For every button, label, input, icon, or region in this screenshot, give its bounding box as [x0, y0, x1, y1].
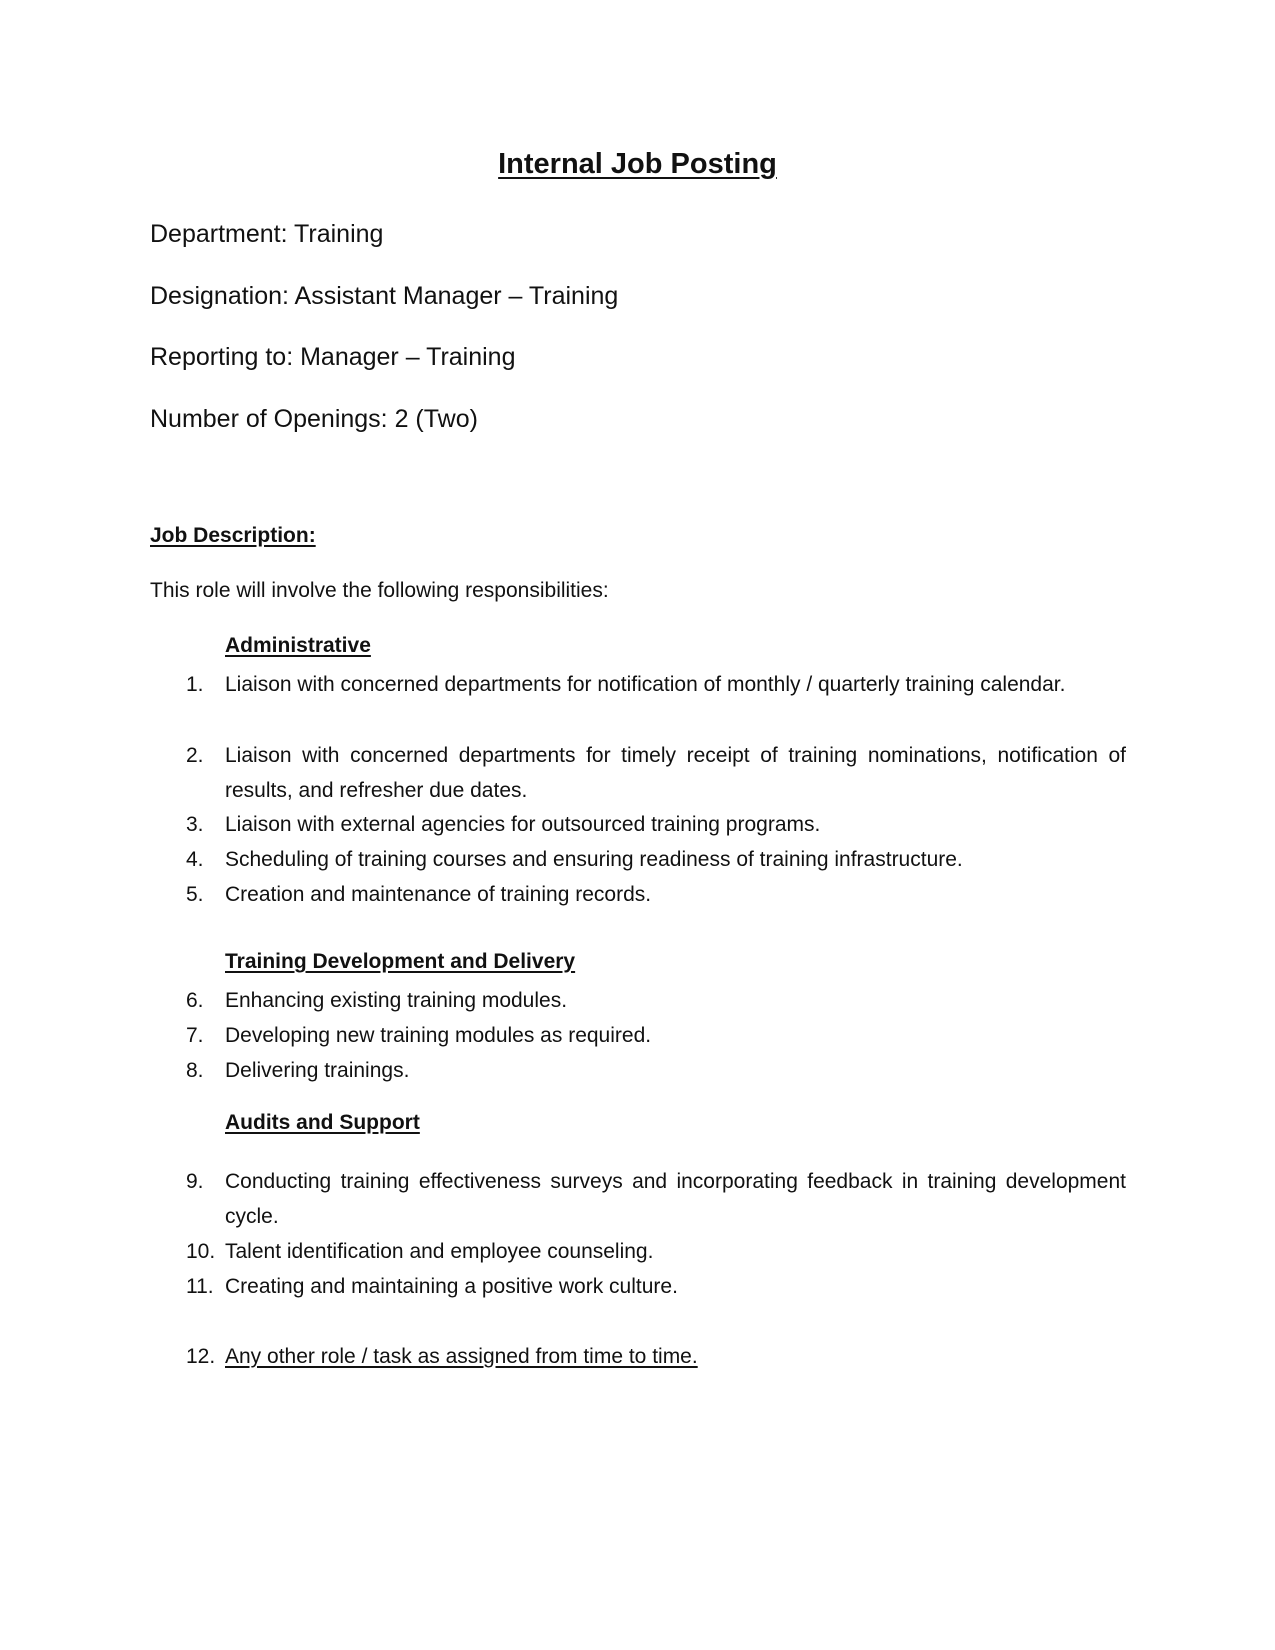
list-item-number: 9.: [186, 1170, 204, 1193]
list-item: [186, 877, 1126, 912]
list-item-text: Enhancing existing training modules.: [225, 989, 568, 1012]
list-item-text: Conducting training effectiveness surveys and incorporating feedback in training development cycle.: [225, 1170, 1126, 1228]
list-item: [186, 807, 1126, 842]
list-item-text: Delivering trainings.: [225, 1059, 410, 1082]
section-heading-administrative: Administrative: [225, 634, 371, 657]
list-item-number: 1.: [186, 673, 204, 696]
list-item: [186, 842, 1126, 877]
list-item-text: Talent identification and employee counseling.: [225, 1240, 654, 1263]
list-item-number: 10.: [186, 1240, 216, 1263]
list-item-number: 2.: [186, 744, 204, 767]
list-item: [186, 738, 1126, 808]
page-title: Internal Job Posting: [498, 148, 777, 180]
department-field: Department: Training: [150, 220, 384, 248]
reporting-to-field: Reporting to: Manager – Training: [150, 343, 516, 371]
list-item-text: Any other role / task as assigned from time to time.: [225, 1345, 698, 1368]
list-item-number: 7.: [186, 1024, 204, 1047]
list-item-text: Creation and maintenance of training records.: [225, 883, 652, 906]
list-item-text: Liaison with concerned departments for timely receipt of training nominations, notification of results, and refresher due dates.: [225, 744, 1126, 802]
openings-field: Number of Openings: 2 (Two): [150, 405, 478, 433]
list-item: [186, 1053, 1126, 1088]
list-item: [186, 983, 1126, 1018]
list-item: [186, 1339, 1126, 1374]
list-item-text: Liaison with external agencies for outsourced training programs.: [225, 813, 821, 836]
list-item-number: 12.: [186, 1345, 216, 1368]
list-item-number: 5.: [186, 883, 204, 906]
list-item: [186, 1269, 1126, 1304]
list-item-number: 6.: [186, 989, 204, 1012]
list-item-number: 11.: [186, 1275, 214, 1298]
list-item-text: Liaison with concerned departments for notification of monthly / quarterly training calendar.: [225, 673, 1066, 696]
designation-field: Designation: Assistant Manager – Training: [150, 282, 619, 310]
list-item-text: Creating and maintaining a positive work culture.: [225, 1275, 678, 1298]
list-item-number: 3.: [186, 813, 204, 836]
job-description-intro: This role will involve the following responsibilities:: [150, 579, 609, 602]
section-heading-audits-support: Audits and Support: [225, 1111, 420, 1134]
list-item: [186, 667, 1126, 702]
list-item: [186, 1234, 1126, 1269]
list-item: [186, 1164, 1126, 1234]
list-item-number: 4.: [186, 848, 204, 871]
list-item-text: Developing new training modules as required.: [225, 1024, 652, 1047]
list-item-number: 8.: [186, 1059, 204, 1082]
list-item: [186, 1018, 1126, 1053]
list-item-text: Scheduling of training courses and ensuring readiness of training infrastructure.: [225, 848, 963, 871]
section-heading-training-development: Training Development and Delivery: [225, 950, 576, 973]
job-description-heading: Job Description:: [150, 524, 316, 547]
